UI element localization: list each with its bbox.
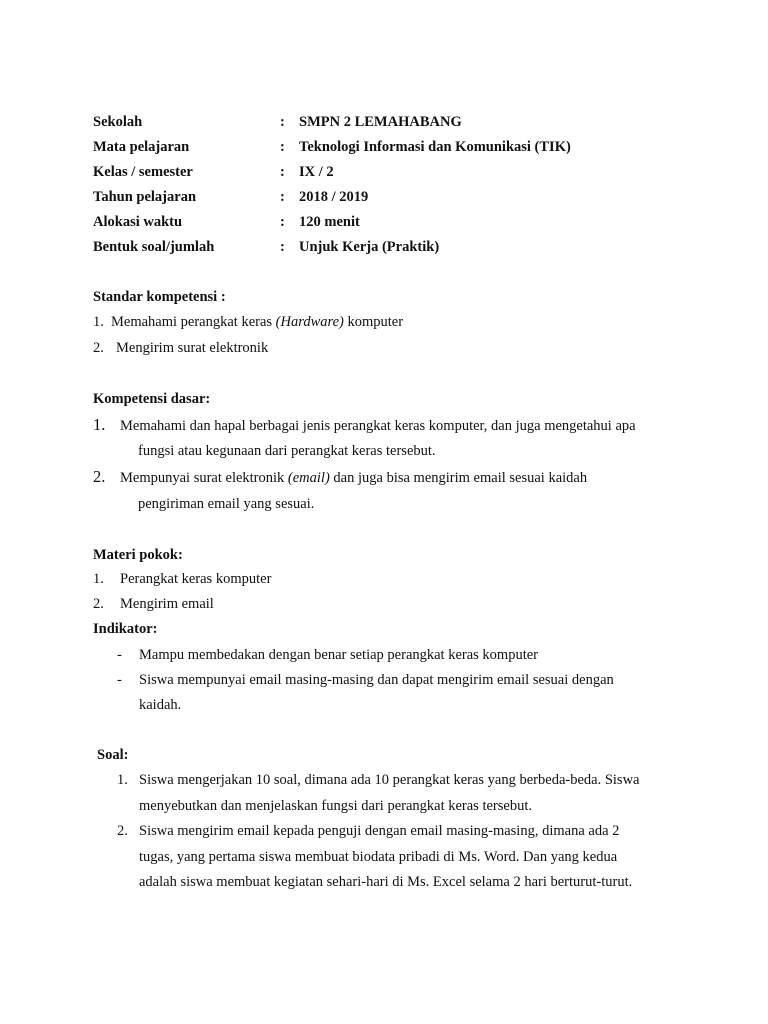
identity-value-sekolah: SMPN 2 LEMAHABANG	[299, 114, 462, 130]
identity-label-bentuk: Bentuk soal/jumlah	[93, 239, 215, 255]
list-number: 2.	[93, 340, 104, 356]
list-number: 2.	[93, 596, 104, 612]
kompetensi-item-2-text: Mempunyai surat elektronik	[120, 470, 288, 486]
materi-item-1: Perangkat keras komputer	[120, 571, 272, 587]
kompetensi-item-2-line-2: pengiriman email yang sesuai.	[138, 496, 315, 512]
list-number: 1.	[117, 772, 128, 788]
soal-item-2-line-2: tugas, yang pertama siswa membuat biodata pribadi di Ms. Word. Dan yang kedua	[139, 849, 618, 865]
list-number: 1.	[93, 571, 104, 587]
list-number: 2.	[117, 823, 128, 839]
standar-item-1-tail: komputer	[343, 314, 404, 330]
identity-label-mapel: Mata pelajaran	[93, 139, 190, 155]
identity-value-tahun: 2018 / 2019	[299, 189, 369, 205]
identity-colon: :	[280, 214, 285, 230]
identity-colon: :	[280, 189, 285, 205]
identity-value-kelas: IX / 2	[299, 164, 334, 180]
list-number: 1.	[93, 415, 106, 434]
list-number: 1.	[93, 314, 104, 330]
list-number: 2.	[93, 467, 106, 486]
identity-label-alokasi: Alokasi waktu	[93, 214, 183, 230]
identity-value-mapel: Teknologi Informasi dan Komunikasi (TIK)	[299, 139, 571, 155]
kompetensi-item-1-line-2: fungsi atau kegunaan dari perangkat keras tersebut.	[138, 443, 436, 459]
standar-item-1-emphasis: (Hardware)	[275, 314, 344, 330]
standar-item-1	[111, 315, 403, 330]
soal-item-1-line-1: Siswa mengerjakan 10 soal, dimana ada 10 perangkat keras yang berbeda-beda. Siswa	[139, 772, 640, 788]
kompetensi-item-1-line-1: Memahami dan hapal berbagai jenis perangkat keras komputer, dan juga mengetahui apa	[120, 418, 636, 434]
standar-item-2: Mengirim surat elektronik	[116, 340, 269, 356]
indikator-item-1: Mampu membedakan dengan benar setiap perangkat keras komputer	[139, 647, 539, 663]
kompetensi-item-2-emphasis: (email)	[287, 470, 330, 486]
soal-item-1-line-2: menyebutkan dan menjelaskan fungsi dari perangkat keras tersebut.	[139, 798, 532, 814]
soal-heading: Soal:	[97, 747, 129, 763]
indikator-item-2-line-1: Siswa mempunyai email masing-masing dan dapat mengirim email sesuai dengan	[139, 672, 614, 688]
indikator-item-2-line-2: kaidah.	[139, 697, 182, 713]
kompetensi-heading: Kompetensi dasar:	[93, 391, 211, 407]
materi-heading: Materi pokok:	[93, 547, 183, 563]
identity-colon: :	[280, 114, 285, 130]
identity-colon: :	[280, 239, 285, 255]
kompetensi-item-2-tail: dan juga bisa mengirim email sesuai kaidah	[329, 470, 588, 486]
identity-label-sekolah: Sekolah	[93, 114, 143, 130]
identity-value-alokasi: 120 menit	[299, 214, 360, 230]
standar-item-1-text: Memahami perangkat keras	[111, 314, 276, 330]
list-bullet: -	[117, 647, 122, 663]
indikator-heading: Indikator:	[93, 621, 158, 637]
identity-label-tahun: Tahun pelajaran	[93, 189, 197, 205]
soal-item-2-line-3: adalah siswa membuat kegiatan sehari-hari di Ms. Excel selama 2 hari berturut-turut.	[139, 874, 633, 890]
list-bullet: -	[117, 672, 122, 688]
standar-heading: Standar kompetensi :	[93, 289, 226, 305]
identity-value-bentuk: Unjuk Kerja (Praktik)	[299, 239, 440, 255]
identity-colon: :	[280, 164, 285, 180]
materi-item-2: Mengirim email	[120, 596, 214, 612]
kompetensi-item-2-line-1	[120, 471, 587, 486]
identity-colon: :	[280, 139, 285, 155]
identity-label-kelas: Kelas / semester	[93, 164, 193, 180]
soal-item-2-line-1: Siswa mengirim email kepada penguji dengan email masing-masing, dimana ada 2	[139, 823, 620, 839]
